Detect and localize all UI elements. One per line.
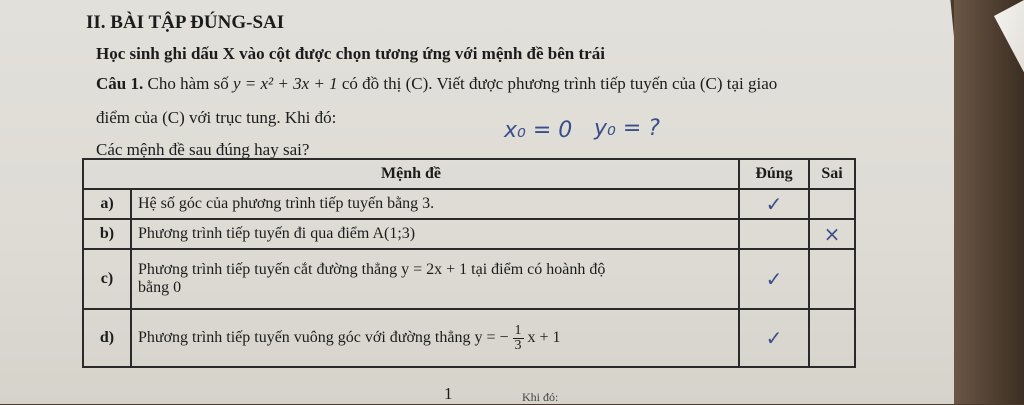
row-label: d) xyxy=(83,309,131,367)
row-label: a) xyxy=(83,189,131,219)
true-false-table xyxy=(82,158,856,368)
false-mark-cell[interactable] xyxy=(809,309,855,367)
table-row-d xyxy=(83,309,855,367)
table-row-b xyxy=(83,219,855,249)
row-label: b) xyxy=(83,219,131,249)
function-formula: y = x² + 3x + 1 xyxy=(232,74,338,93)
table-surface xyxy=(954,0,1024,404)
question-line-2: điểm của (C) với trục tung. Khi đó: xyxy=(96,108,337,127)
bottom-partial-text-2: Khi đó: xyxy=(522,390,559,404)
question-label: Câu 1. xyxy=(96,74,144,93)
row-statement-line1: Phương trình tiếp tuyến cắt đường thẳng y = 2x + 1 tại điểm có hoành độ xyxy=(138,261,606,278)
question-text-a: Cho hàm số xyxy=(147,74,229,93)
true-mark-cell[interactable]: ✓ xyxy=(739,309,809,367)
true-mark-cell[interactable]: ✓ xyxy=(739,249,809,309)
row-statement: Hệ số góc của phương trình tiếp tuyến bằng 3. xyxy=(131,189,739,219)
table-header-row xyxy=(83,159,855,189)
true-mark-cell[interactable] xyxy=(739,219,809,249)
row-statement: Phương trình tiếp tuyến đi qua điểm A(1;3) xyxy=(131,219,739,249)
handwritten-note-x0: x₀ = 0 xyxy=(504,118,573,143)
row-statement xyxy=(131,249,739,309)
header-false: Sai xyxy=(809,159,855,189)
question-line-1 xyxy=(96,74,777,94)
fraction-denominator: 3 xyxy=(514,337,522,353)
section-title: II. BÀI TẬP ĐÚNG-SAI xyxy=(86,12,285,33)
question-text-b: có đồ thị (C). Viết được phương trình tiếp tuyến của (C) tại giao xyxy=(341,74,778,93)
table-row-c xyxy=(83,249,855,309)
row-statement xyxy=(131,309,739,367)
fraction xyxy=(513,324,524,353)
false-mark-cell[interactable]: × xyxy=(809,219,855,249)
instruction-text: Học sinh ghi dấu X vào cột được chọn tương ứng với mệnh đề bên trái xyxy=(96,44,605,63)
handwritten-note-y0: y₀ = ? xyxy=(594,116,660,141)
fraction-numerator: 1 xyxy=(514,322,522,338)
row-statement-head: Phương trình tiếp tuyến vuông góc với đường thẳng y = − xyxy=(138,328,509,346)
bottom-partial-text: 1 xyxy=(444,384,453,403)
true-mark-cell[interactable]: ✓ xyxy=(739,189,809,219)
false-mark-cell[interactable] xyxy=(809,249,855,309)
question-line-3: Các mệnh đề sau đúng hay sai? xyxy=(96,140,310,159)
header-true: Đúng xyxy=(739,159,809,189)
header-statement: Mệnh đề xyxy=(83,159,739,189)
row-label: c) xyxy=(83,249,131,309)
row-statement-tail: x + 1 xyxy=(527,328,561,346)
false-mark-cell[interactable] xyxy=(809,189,855,219)
row-statement-line2: bằng 0 xyxy=(138,279,182,296)
table-row-a xyxy=(83,189,855,219)
